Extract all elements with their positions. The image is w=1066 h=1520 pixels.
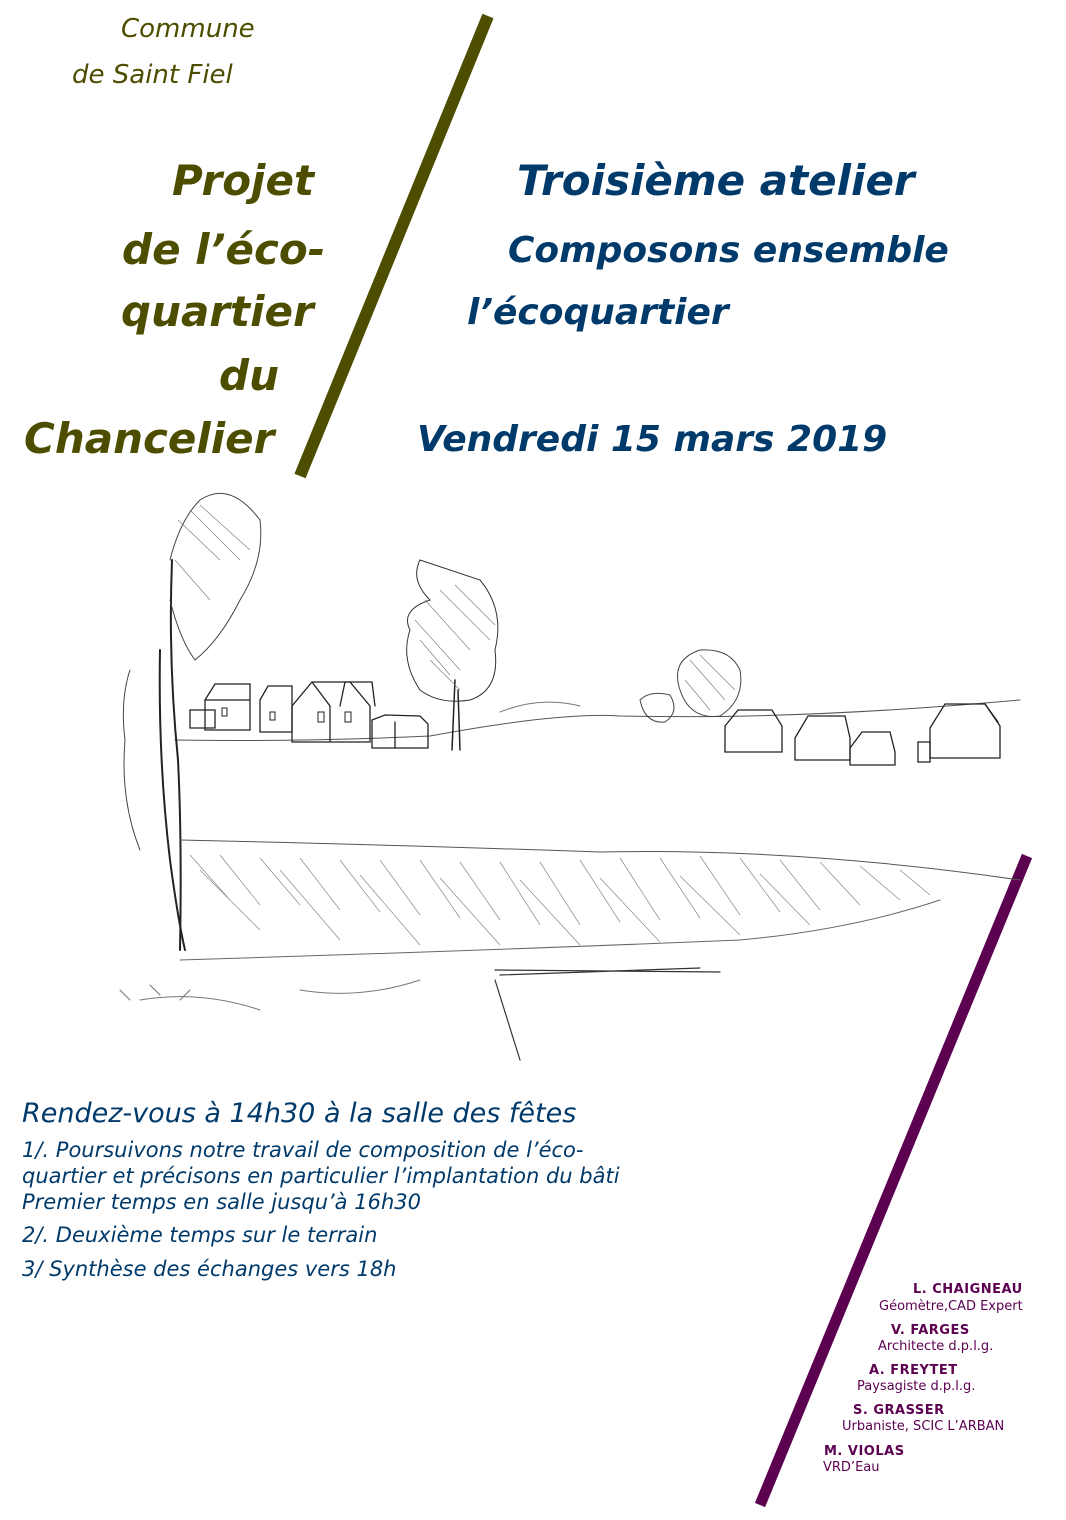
project-title-line2: de l’éco-: [122, 225, 326, 274]
credit-role: Architecte d.p.l.g.: [878, 1339, 994, 1354]
credit-role: Paysagiste d.p.l.g.: [857, 1379, 976, 1394]
workshop-subtitle-line1: Composons ensemble: [508, 230, 949, 271]
project-title-line3: quartier: [121, 287, 314, 336]
credit-name: A. FREYTET: [869, 1363, 958, 1378]
credit-name: S. GRASSER: [853, 1403, 945, 1418]
project-title-line5: Chancelier: [24, 414, 275, 463]
meeting-info: Rendez-vous à 14h30 à la salle des fêtes: [22, 1098, 577, 1129]
agenda-item-1-line3: Premier temps en salle jusqu’à 16h30: [22, 1190, 421, 1214]
project-title-line4: du: [219, 351, 279, 400]
credit-name: V. FARGES: [891, 1323, 970, 1338]
commune-label: Commune: [121, 14, 255, 44]
agenda-item-1-line2: quartier et précisons en particulier l’implantation du bâti: [22, 1164, 620, 1188]
credit-role: VRD’Eau: [823, 1460, 880, 1475]
agenda-item-1-line1: 1/. Poursuivons notre travail de composition de l’éco-: [22, 1138, 584, 1162]
workshop-title: Troisième atelier: [517, 156, 915, 205]
agenda-item-2: 2/. Deuxième temps sur le terrain: [22, 1223, 378, 1247]
workshop-subtitle-line2: l’écoquartier: [467, 292, 729, 333]
agenda-item-3: 3/ Synthèse des échanges vers 18h: [22, 1257, 397, 1281]
credit-role: Géomètre,CAD Expert: [879, 1299, 1023, 1314]
commune-name: de Saint Fiel: [72, 60, 233, 90]
credit-name: M. VIOLAS: [824, 1444, 905, 1459]
workshop-date: Vendredi 15 mars 2019: [417, 419, 888, 460]
credit-role: Urbaniste, SCIC L’ARBAN: [842, 1419, 1005, 1434]
project-title-line1: Projet: [172, 156, 315, 205]
credit-name: L. CHAIGNEAU: [913, 1282, 1023, 1297]
